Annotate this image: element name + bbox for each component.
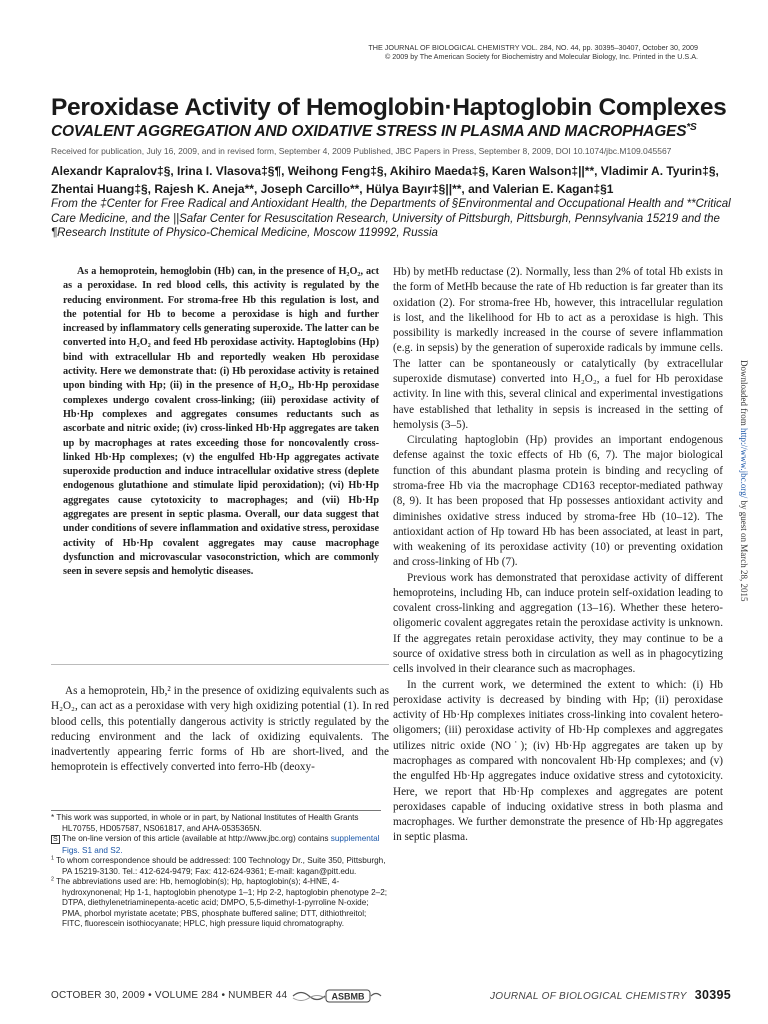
body-paragraph: Previous work has demonstrated that peroxidase activity of different hemoproteins, including Hb, can induce protein self-oxidation leading to covalent cross-linking and aggregation (13–16). Whether these hetero-oligomeric covalent aggregates retain the peroxidase activity is unknown. If the aggregates retain peroxidase activity, they may continue to be a source of oxidative stress both in circulation as well as in phagocytizing cells involved in their clearance such as macrophages.: [393, 571, 723, 676]
footnote: $^1$ To whom correspondence should be addressed: 100 Technology Dr., Suite 350, Pittsburgh, PA 15219-3130. Tel.: 412-624-9479; Fax: 412-624-9361; E-mail: kagan@pitt.edu.: [51, 855, 386, 876]
journal-footer: [490, 988, 731, 1002]
footnote-mark: 1: [51, 855, 54, 862]
body-paragraph: Hb) by metHb reductase (2). Normally, less than 2% of total Hb exists in the form of MetHb because the rate of Hb reduction is far greater than its oxidation (2). For stroma-free Hb, however, this intracellular regulation is lost, and the likelihood for Hb to act as a peroxidase is high. This possibility is markedly increased in the course of severe inflammation (e.g. in sepsis) by the generation of superoxide radicals by immune cells. The latter can be spontaneously or catalytically (by extracellular superoxide dismutase) converted into H₂O₂, a fuel for Hb peroxidase activity. In line with this, several clinical and experimental investigations have established that lethality in sepsis is increased in the setting of hemolysis (3–5).: [393, 266, 723, 431]
footnote: * This work was supported, in whole or in part, by National Institutes of Health Grants HL70755, HD057587, NS061817, and AHA-0535365N.: [51, 813, 359, 833]
issue-info: OCTOBER 30, 2009 • VOLUME 284 • NUMBER 44: [51, 990, 288, 1001]
logo-swirl: [371, 994, 381, 997]
abstract-text: As a hemoprotein, hemoglobin (Hb) can, in the presence of H₂O₂, act as a peroxidase. In red blood cells, this activity is regulated by the reducing environment. For stroma-free Hb this regulation is lost, and the potential for Hb to become a peroxidase is high and further increased by inflammatory cells generating superoxide. The latter can be converted into H₂O₂ and feed Hb peroxidase activity. Haptoglobins (Hp) bind with extracellular Hb and reportedly weaken Hb peroxidase activity. Here we demonstrate that: (i) Hb peroxidase activity is retained upon binding with Hp; (ii) in the presence of H₂O₂, Hb·Hp peroxidase complexes undergo covalent cross-linking; (iii) peroxidase activity of Hb·Hp complexes and aggregates consumes reductants such as ascorbate and nitric oxide; (iv) cross-linked Hb·Hp aggregates are taken up by macrophages at rates exceeding those for noncovalently cross-linked Hb·Hp complexes; (v) the engulfed Hb·Hp aggregates activate superoxide production and induce intracellular oxidative stress (deplete endogenous glutathione and stimulate lipid peroxidation); (vi) Hb·Hp aggregates cause cytotoxicity to macrophages; and (vii) Hb·Hp aggregates are present in septic plasma. Overall, our data suggest that under conditions of severe inflammation and oxidative stress, peroxidase activity of Hb·Hp covalent aggregates may cause macrophage dysfunction and microvascular vasoconstriction, which are commonly seen in severe sepsis and hemolytic diseases.: [63, 266, 379, 578]
journal-name: JOURNAL OF BIOLOGICAL CHEMISTRY: [489, 991, 687, 1002]
footnote-mark: S: [53, 836, 58, 843]
jbc-link[interactable]: http://www.jbc.org/: [739, 427, 749, 499]
page-footer: [51, 988, 731, 1008]
asbmb-logo: [291, 988, 383, 1004]
logo-text: ASBMB: [331, 991, 365, 1002]
footnote-mark: 2: [51, 876, 54, 883]
article-subtitle: [51, 123, 741, 141]
abstract-divider: [51, 664, 389, 665]
journal-copyright: © 2009 by The American Society for Biochemistry and Molecular Biology, Inc. Printed in the U.S.A.: [384, 52, 698, 61]
article-title: Peroxidase Activity of Hemoglobin·Haptoglobin Complexes: [51, 94, 727, 121]
footnote-mark: *: [51, 813, 55, 822]
footnotes: [51, 813, 389, 930]
supplemental-link[interactable]: supplemental Figs. S1 and S2.: [62, 834, 380, 855]
author-list: [51, 162, 741, 198]
footnote: $^2$ The abbreviations used are: Hb, hemoglobin(s); Hp, haptoglobin(s); 4-HNE, 4-hydroxynonenal; Hp 1-1, haptoglobin phenotype 1–1; Hp 2-2, haptoglobin phenotype 2–2; DTPA, diethylenetriaminepenta-acetic acid; DMPO, 5,5-dimethyl-1-pyrroline N-oxide; PMA, phorbol myristate acetate; PBS, phosphate buffered saline; DTT, dithiothreitol; FITC, fluorescein isothiocyanate; HPLC, high pressure liquid chromatography.: [51, 876, 388, 928]
abstract: [63, 265, 379, 580]
download-sidebar: [739, 360, 756, 660]
intro-text: As a hemoprotein, Hb,² in the presence of oxidizing equivalents such as H₂O₂, can act as a peroxidase with very high oxidizing potential (1). In red blood cells, this potentially dangerous activity is strictly regulated by the reducing environment and the lack of oxidizing equivalents. The inadvertently appearing ferric forms of Hb are short-lived, and the hemoprotein is effectively converted into ferro-Hb (deoxy-: [51, 685, 389, 774]
subtitle-text: COVALENT AGGREGATION AND OXIDATIVE STRESS IN PLASMA AND MACROPHAGES: [51, 123, 687, 140]
intro-paragraph: [51, 684, 389, 776]
subtitle-marks: *S: [686, 121, 697, 133]
body-paragraph: In the current work, we determined the extent to which: (i) Hb peroxidase activity is decreased by binding with Hp; (ii) peroxidase activity of Hb·Hp complexes initiates cross-linking into covalent hetero-oligomers; (iii) peroxidase activity of Hb·Hp complexes and aggregates utilizes nitric oxide (NO˙); (iv) Hb·Hp aggregates are taken up by macrophages as compared with noncovalent Hb·Hp complexes; and (v) the engulfed Hb·Hp aggregates induce oxidative stress and cytotoxicity. Here, we report that Hb·Hp complexes and aggregates are potent peroxidases capable of inducing oxidative stress in both plasma and macrophages. We further demonstrate the presence of Hb·Hp aggregates in septic plasma.: [393, 678, 723, 844]
footnote-divider: [51, 810, 381, 811]
author-line: Zhentai Huang‡§, Rajesh K. Aneja**, Joseph Carcillo**, Hülya Bayır‡§||**, and Valerian E. Kagan‡§1: [51, 182, 614, 196]
page-number: 30395: [694, 988, 731, 1002]
journal-citation: THE JOURNAL OF BIOLOGICAL CHEMISTRY VOL. 284, NO. 44, pp. 30395–30407, October 30, 2009: [368, 43, 698, 52]
body-paragraph: Circulating haptoglobin (Hp) provides an important endogenous defense against the toxic effects of Hb (6, 7). The major biological function of this abundant plasma protein is binding and recycling of stroma-free Hb via the macrophage CD163 receptor-mediated pathway (8, 9). It has been proposed that Hp possesses antioxidant activity and diminishes oxidative stress induced by stroma-free Hb (10–12). The antioxidant action of Hp toward Hb has been associated, at least in part, with weakening of its peroxidase activity (10) or preventing oxidation and cross-linking of Hb (7).: [393, 434, 723, 569]
received-dates: Received for publication, July 16, 2009, and in revised form, September 4, 2009 Published, JBC Papers in Press, September 8, 2009, DOI 10.1074/jbc.M109.045567: [51, 146, 672, 156]
author-line: Alexandr Kapralov‡§, Irina I. Vlasova‡§¶, Weihong Feng‡§, Akihiro Maeda‡§, Karen Walson‡||**, Vladimir A. Tyurin‡§,: [51, 164, 719, 178]
affiliations: From the ‡Center for Free Radical and Antioxidant Health, the Departments of §Environmental and Occupational Health and **Critical Care Medicine, and the ||Safar Center for Resuscitation Research, University of Pittsburgh, Pittsburgh, Pennsylvania 15219 and the ¶Research Institute of Physico-Chemical Medicine, Moscow 119992, Russia: [51, 198, 731, 239]
download-notice: Downloaded from http://www.jbc.org/ by guest on March 28, 2015: [739, 360, 749, 602]
right-column: [393, 265, 723, 846]
footnote: S The on-line version of this article (available at http://www.jbc.org) contains supplemental Figs. S1 and S2.: [53, 834, 380, 855]
